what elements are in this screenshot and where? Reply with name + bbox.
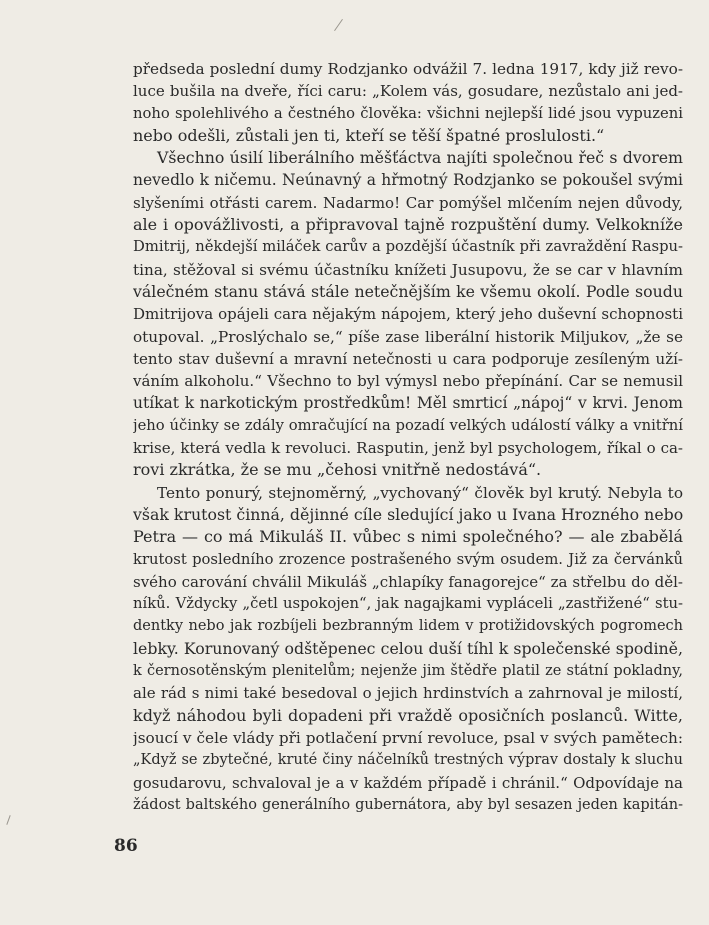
text-line: jeho účinky se zdály omračující na pozadí velkých událostí války a vnitřní — [133, 416, 683, 434]
pencil-mark — [6, 815, 10, 825]
text-line: žádost baltského generálního gubernátora, aby byl sesazen jeden kapitán- — [133, 796, 683, 813]
text-line: však krutost činná, dějinné cíle sledující jako u Ivana Hrozného nebo — [133, 504, 683, 524]
text-line: váním alkoholu.“ Všechno to byl výmysl nebo přepínání. Car se nemusil — [133, 372, 683, 391]
text-line: když náhodou byli dopadeni při vraždě oposičních poslanců. Witte, — [133, 705, 683, 725]
text-line: slyšeními otřásti carem. Nadarmo! Car pomýšel mlčením nejen důvody, — [133, 193, 683, 212]
text-line: ale i opovážlivosti, a připravoval tajně rozpuštění dumy. Velkokníže — [133, 215, 683, 235]
text-line: lebky. Korunovaný odštěpenec celou duší tíhl k společenské spodině, — [133, 638, 683, 658]
text-line: válečném stanu stává stále netečnějším ke všemu okolí. Podle soudu — [133, 281, 683, 301]
page-number: 86 — [114, 836, 138, 856]
text-line: předseda poslední dumy Rodzjanko odvážil 7. ledna 1917, kdy již revo- — [133, 60, 683, 78]
text-line: „Když se zbytečné, kruté činy náčelníků trestných výprav dostaly k sluchu — [133, 752, 683, 769]
text-line: jsoucí v čele vlády při potlačení první revoluce, psal v svých pamětech: — [133, 728, 683, 747]
text-line: luce bušila na dveře, říci caru: „Kolem vás, gosudare, nezůstalo ani jed- — [133, 82, 683, 101]
text-line: tento stav duševní a mravní netečnosti u cara podporuje zesíleným uží- — [133, 349, 683, 368]
text-line: Petra — co má Mikuláš II. vůbec s nimi společného? — ale zbabělá — [133, 527, 683, 547]
text-line: k černosotěnským plenitelům; nejenže jim štědře platil ze státní pokladny, — [133, 663, 683, 680]
text-line: gosudarovu, schvaloval je a v každém případě i chránil.“ Odpovídaje na — [133, 773, 683, 792]
text-line: Dmitrijova opájeli cara nějakým nápojem, který jeho duševní schopnosti — [133, 305, 683, 324]
text-line: Dmitrij, někdejší miláček carův a pozdější účastník při zavraždění Raspu- — [133, 238, 683, 256]
paragraph-start: Tento ponurý, stejnoměrný, „vychovaný“ člověk byl krutý. Nebyla to — [157, 483, 683, 502]
pencil-mark — [334, 19, 343, 31]
text-line: svého carování chválil Mikuláš „chlapíky fanagorejce“ za střelbu do děl- — [133, 572, 683, 591]
text-line: otupoval. „Proslýchalo se,“ píše zase liberální historik Miljukov, „že se — [133, 327, 683, 346]
text-line: ale rád s nimi také besedoval o jejich hrdinstvích a zahrnoval je milostí, — [133, 684, 683, 703]
text-line: krutost posledního zrozence postrašeného svým osudem. Již za červánků — [133, 550, 683, 568]
text-line: dentky nebo jak rozbíjeli bezbranným lidem v protižidovských pogromech — [133, 618, 683, 635]
text-line: nevedlo k ničemu. Neúnavný a hřmotný Rodzjanko se pokoušel svými — [133, 171, 683, 190]
text-line: níků. Vždycky „četl uspokojen“, jak nagajkami vypláceli „zastřižené“ stu- — [133, 595, 683, 613]
text-line: utíkat k narkotickým prostředkům! Měl smrticí „nápoj“ v krvi. Jenom — [133, 394, 683, 413]
text-line: nebo odešli, zůstali jen ti, kteří se těší špatné proslulosti.“ — [133, 125, 605, 145]
text-line: krise, která vedla k revoluci. Rasputin, jenž byl psychologem, říkal o ca- — [133, 439, 683, 458]
paragraph-start: Všechno úsilí liberálního měšťáctva najíti společnou řeč s dvorem — [157, 148, 683, 168]
body-text — [133, 58, 683, 816]
text-line: rovi zkrátka, že se mu „čehosi vnitřně nedostává“. — [133, 460, 542, 480]
text-line: noho spolehlivého a čestného člověka: všichni nejlepší lidé jsou vypuzeni — [133, 104, 683, 122]
text-line: tina, stěžoval si svému účastníku knížeti Jusupovu, že se car v hlavním — [133, 260, 683, 279]
